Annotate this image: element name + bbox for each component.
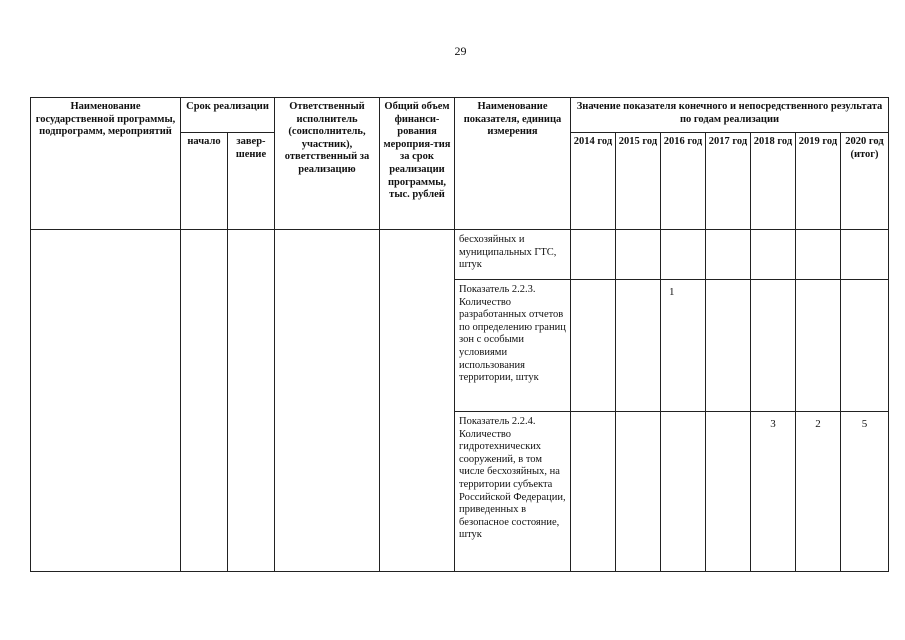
header-year-2017: 2017 год [706,133,751,230]
indicator-table [30,97,889,572]
header-row-1 [31,98,889,133]
value-cell [841,280,889,412]
header-year-2015: 2015 год [616,133,661,230]
value-cell: 3 [751,412,796,572]
cell-funding [380,230,455,572]
value-cell [661,230,706,280]
header-term-start: начало [181,133,228,230]
page-number: 29 [454,44,467,58]
header-values: Значение показателя конечного и непосредственного результата по годам реализации [571,98,889,133]
value-cell [571,412,616,572]
cell-term-end [228,230,275,572]
header-executor: Ответственный исполнитель (соисполнитель, участник), ответственный за реализацию [275,98,380,230]
cell-executor [275,230,380,572]
header-program-name: Наименование государственной программы, подпрограмм, мероприятий [31,98,181,230]
cell-term-start [181,230,228,572]
value-cell [706,280,751,412]
header-year-2014: 2014 год [571,133,616,230]
value-cell [751,280,796,412]
value-cell: 5 [841,412,889,572]
value-cell [571,230,616,280]
header-term: Срок реализации [181,98,275,133]
indicator-name: бесхозяйных и муниципальных ГТС, штук [455,230,571,280]
header-year-2016: 2016 год [661,133,706,230]
table-row [31,230,889,280]
value-cell: 2 [796,412,841,572]
header-term-end: завер-шение [228,133,275,230]
header-indicator: Наименование показателя, единица измерения [455,98,571,230]
value-cell [706,412,751,572]
value-cell [706,230,751,280]
indicator-name: Показатель 2.2.3. Количество разработанных отчетов по определению границ зон с особыми условиями использования территории, штук [455,280,571,412]
header-year-2019: 2019 год [796,133,841,230]
value-cell [616,230,661,280]
value-cell [616,280,661,412]
value-cell [571,280,616,412]
value-cell [796,280,841,412]
value-cell [796,230,841,280]
indicator-name: Показатель 2.2.4. Количество гидротехнических сооружений, в том числе бесхозяйных, на территории субъекта Российской Федерации, приведенных в безопасное состояние, штук [455,412,571,572]
header-year-2018: 2018 год [751,133,796,230]
value-cell: 1 [661,280,706,412]
header-funding: Общий объем финанси-рования мероприя-тия за срок реализации программы, тыс. рублей [380,98,455,230]
cell-program-name [31,230,181,572]
value-cell [616,412,661,572]
value-cell [751,230,796,280]
value-cell [661,412,706,572]
header-year-2020: 2020 год (итог) [841,133,889,230]
value-cell [841,230,889,280]
